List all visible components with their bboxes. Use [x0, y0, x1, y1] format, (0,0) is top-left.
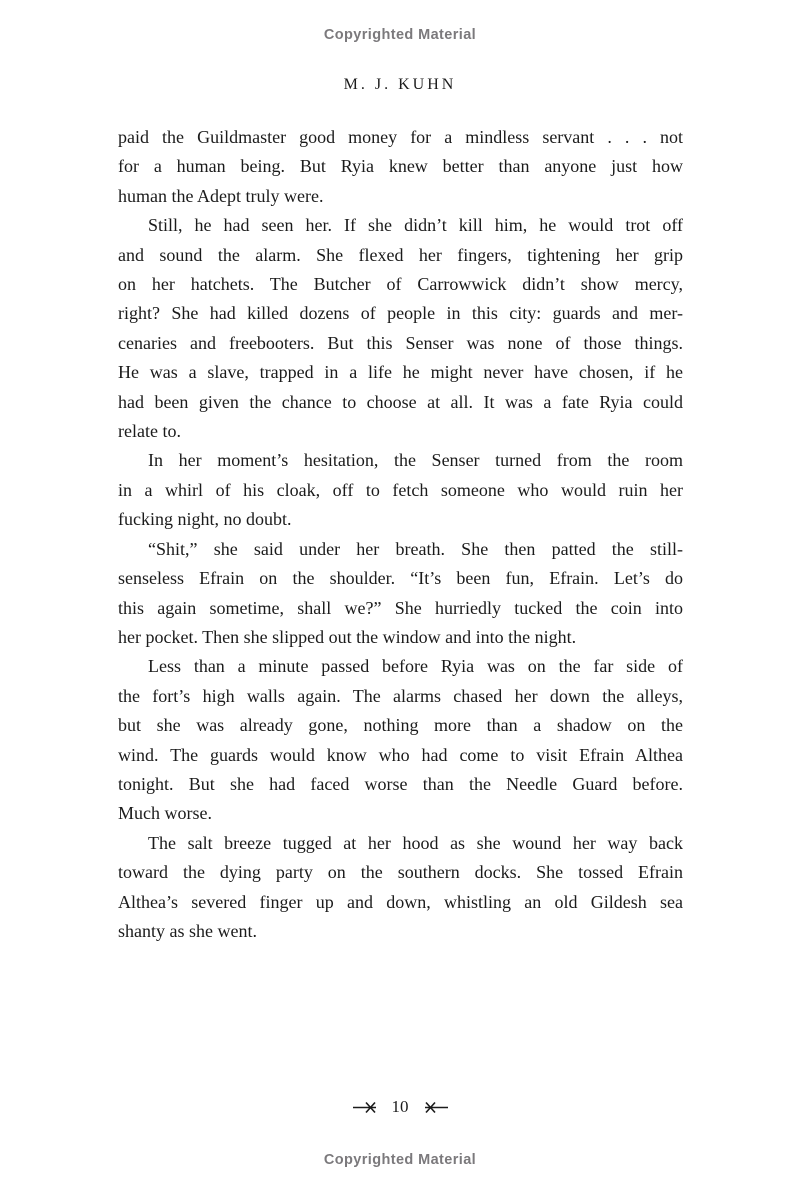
text-line: shanty as she went. — [118, 920, 257, 941]
left-arrow-ornament-icon — [352, 1101, 378, 1114]
paragraph — [118, 829, 683, 947]
text-line: in a whirl of his cloak, off to fetch someone who would ruin her — [118, 479, 683, 500]
text-line: In her moment’s hesitation, the Senser turned from the room — [148, 450, 683, 471]
text-line: The salt breeze tugged at her hood as she wound her way back — [148, 832, 683, 853]
text-line: and sound the alarm. She flexed her fingers, tightening her grip — [118, 244, 683, 265]
text-line: Still, he had seen her. If she didn’t kill him, he would trot off — [148, 215, 683, 236]
text-line: tonight. But she had faced worse than the Needle Guard before. — [118, 773, 683, 794]
text-line: this again sometime, shall we?” She hurriedly tucked the coin into — [118, 597, 683, 618]
text-line: Althea’s severed finger up and down, whistling an old Gildesh sea — [118, 891, 683, 912]
copyright-notice-top: Copyrighted Material — [323, 27, 477, 43]
text-line: Less than a minute passed before Ryia was on the far side of — [148, 656, 683, 677]
text-line: on her hatchets. The Butcher of Carrowwick didn’t show mercy, — [118, 274, 683, 295]
running-head-author: M. J. KUHN — [343, 76, 457, 93]
body-text — [118, 123, 683, 946]
text-line: the fort’s high walls again. The alarms chased her down the alleys, — [118, 685, 683, 706]
text-line: Much worse. — [118, 803, 212, 824]
text-line: “Shit,” she said under her breath. She then patted the still- — [148, 538, 683, 559]
paragraph — [118, 446, 683, 534]
text-line: paid the Guildmaster good money for a mindless servant . . . not — [118, 127, 683, 147]
page-number: 10 — [391, 1097, 409, 1116]
text-line: senseless Efrain on the shoulder. “It’s been fun, Efrain. Let’s do — [118, 568, 683, 589]
paragraph — [118, 652, 683, 828]
page-footer — [0, 1094, 800, 1120]
paragraph — [118, 211, 683, 446]
paragraph — [118, 535, 683, 653]
text-line: for a human being. But Ryia knew better than anyone just how — [118, 156, 683, 177]
text-line: but she was already gone, nothing more than a shadow on the — [118, 715, 683, 736]
text-line: relate to. — [118, 421, 181, 442]
text-line: wind. The guards would know who had come to visit Efrain Althea — [118, 744, 683, 765]
text-line: human the Adept truly were. — [118, 185, 324, 206]
right-arrow-ornament-icon — [423, 1101, 449, 1114]
text-line: cenaries and freebooters. But this Senser was none of those things. — [118, 332, 683, 353]
text-line: fucking night, no doubt. — [118, 509, 292, 530]
text-line: her pocket. Then she slipped out the window and into the night. — [118, 626, 577, 647]
text-line: had been given the chance to choose at all. It was a fate Ryia could — [118, 391, 683, 412]
text-line: right? She had killed dozens of people in this city: guards and mer- — [118, 303, 683, 324]
text-line: He was a slave, trapped in a life he might never have chosen, if he — [118, 362, 683, 383]
text-line: toward the dying party on the southern docks. She tossed Efrain — [118, 862, 683, 883]
paragraph — [118, 123, 683, 211]
copyright-notice-bottom: Copyrighted Material — [323, 1152, 477, 1168]
